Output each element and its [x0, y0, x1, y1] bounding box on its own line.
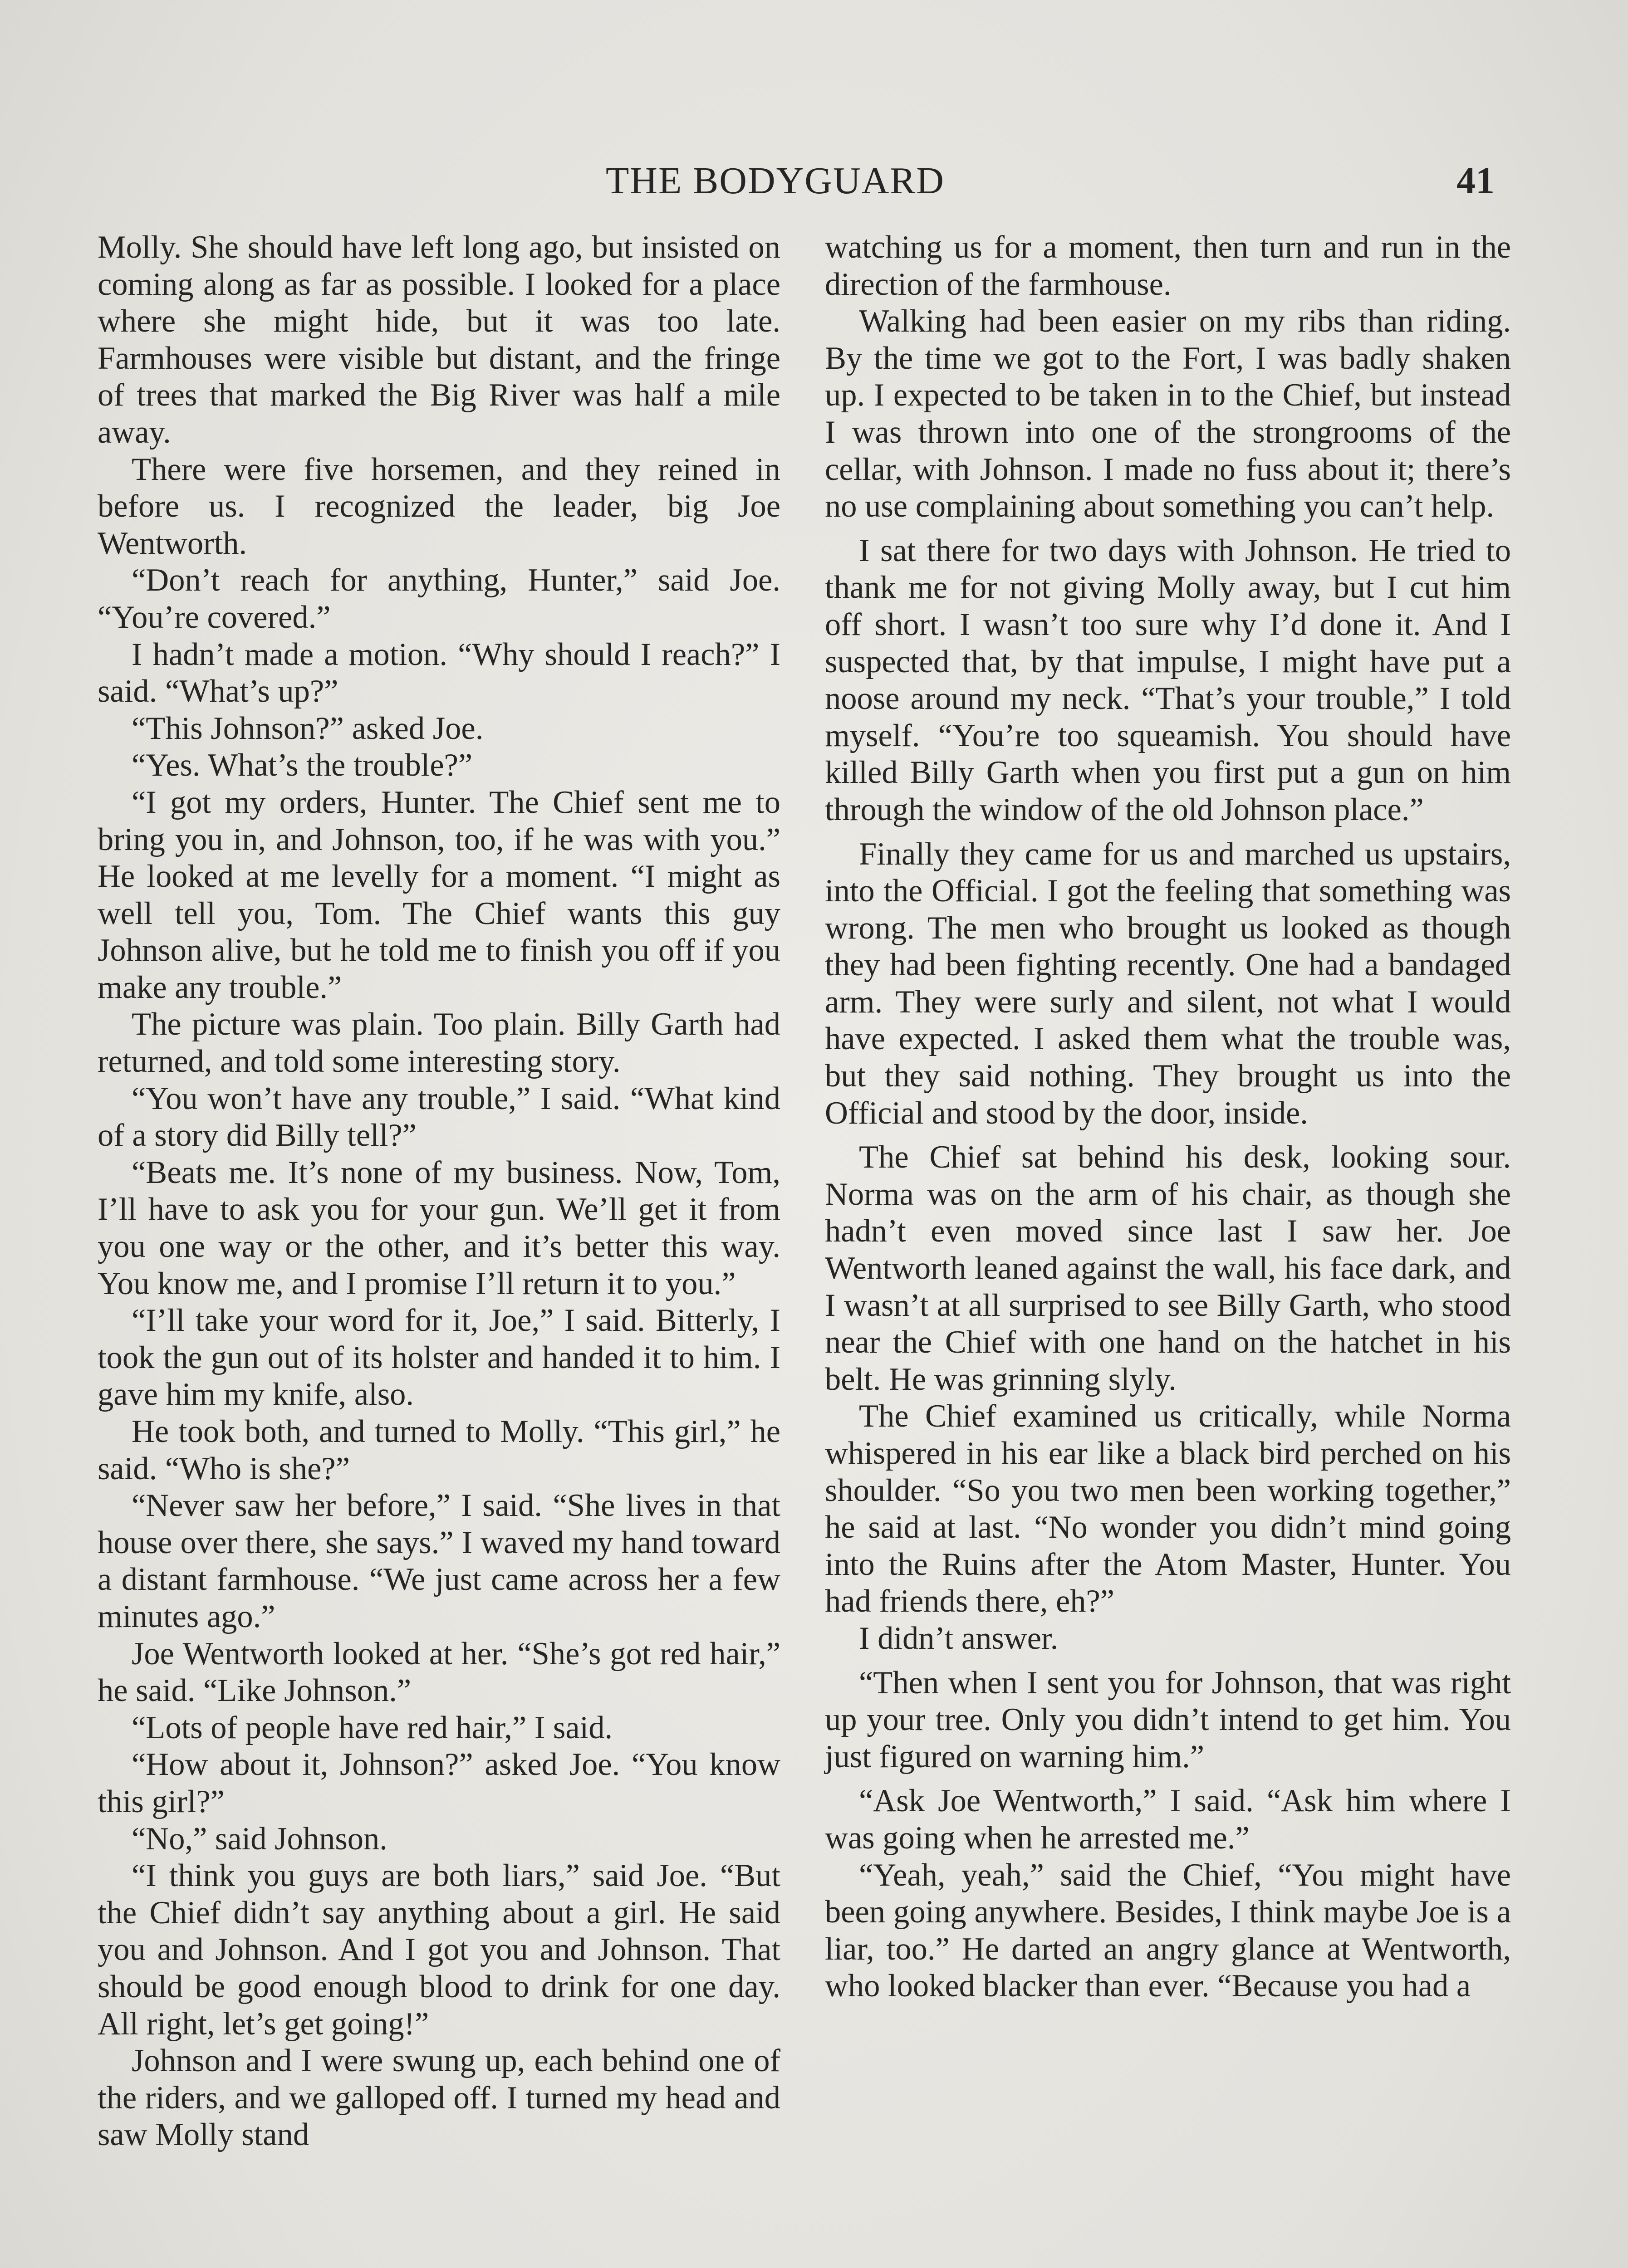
paragraph: watching us for a moment, then turn and run in the direction of the farmhouse.	[825, 230, 1511, 302]
paragraph: Johnson and I were swung up, each behind one of the riders, and we galloped off. I turned my head and saw Molly stand	[98, 2043, 780, 2153]
paragraph: Molly. She should have left long ago, but insisted on coming along as far as possible. I looked for a place where she might hide, but it was too late. Farmhouses were visible but distant, and the fringe of trees that marked the Big River was half a mile away.	[98, 230, 780, 450]
paragraph: The picture was plain. Too plain. Billy Garth had returned, and told some interesting story.	[98, 1007, 780, 1080]
paragraph: “How about it, Johnson?” asked Joe. “You know this girl?”	[98, 1747, 780, 1819]
page-header	[0, 159, 1628, 213]
paragraph: “Yes. What’s the trouble?”	[132, 748, 473, 783]
paragraph: “Beats me. It’s none of my business. Now, Tom, I’ll have to ask you for your gun. We’ll get it from you one way or the other, and it’s better this way. You know me, and I promise I’ll return it to you.”	[98, 1154, 780, 1301]
paragraph: “Don’t reach for anything, Hunter,” said Joe. “You’re covered.”	[98, 562, 780, 635]
paragraph: “Lots of people have red hair,” I said.	[132, 1710, 613, 1745]
paragraph: “Never saw her before,” I said. “She lives in that house over there, she says.” I waved my hand toward a distant farmhouse. “We just came across her a few minutes ago.”	[98, 1488, 780, 1634]
paragraph: “Yeah, yeah,” said the Chief, “You might have been going anywhere. Besides, I think maybe Joe is a liar, too.” He darted an angry glance at Wentworth, who looked blacker than ever. “Because you had a	[825, 1857, 1511, 2004]
paragraph: I hadn’t made a motion. “Why should I reach?” I said. “What’s up?”	[98, 636, 780, 709]
right-column	[825, 229, 1511, 2005]
paragraph: “I’ll take your word for it, Joe,” I said. Bitterly, I took the gun out of its holster and handed it to him. I gave him my knife, also.	[98, 1303, 780, 1413]
paragraph: “This Johnson?” asked Joe.	[132, 710, 484, 746]
paragraph: There were five horsemen, and they reined in before us. I recognized the leader, big Joe Wentworth.	[98, 451, 780, 561]
paragraph: He took both, and turned to Molly. “This girl,” he said. “Who is she?”	[98, 1414, 780, 1486]
paragraph: I didn’t answer.	[859, 1620, 1059, 1656]
paragraph: “I got my orders, Hunter. The Chief sent me to bring you in, and Johnson, too, if he was with you.” He looked at me levelly for a moment. “I might as well tell you, Tom. The Chief wants this guy Johnson alive, but he told me to finish you off if you make any trouble.”	[98, 784, 780, 1005]
paragraph: “No,” said Johnson.	[132, 1821, 387, 1857]
running-title: THE BODYGUARD	[606, 160, 945, 202]
paragraph: “You won’t have any trouble,” I said. “What kind of a story did Billy tell?”	[98, 1080, 780, 1154]
paragraph: “Then when I sent you for Johnson, that was right up your tree. Only you didn’t intend to get him. You just figured on warning him.”	[825, 1665, 1511, 1774]
paragraph: Finally they came for us and marched us upstairs, into the Official. I got the feeling that something was wrong. The men who brought us looked as though they had been fighting recently. One had a bandaged arm. They were surly and silent, not what I would have expected. I asked them what the trouble was, but they said nothing. They brought us into the Official and stood by the door, inside.	[825, 836, 1511, 1131]
paragraph: “Ask Joe Wentworth,” I said. “Ask him where I was going when he arrested me.”	[825, 1783, 1511, 1856]
paragraph: I sat there for two days with Johnson. He tried to thank me for not giving Molly away, but I cut him off short. I wasn’t too sure why I’d done it. And I suspected that, by that impulse, I might have put a noose around my neck. “That’s your trouble,” I told myself. “You’re too squeamish. You should have killed Billy Garth when you first put a gun on him through the window of the old Johnson place.”	[825, 533, 1511, 827]
page-number: 41	[1456, 160, 1495, 202]
paragraph: Joe Wentworth looked at her. “She’s got red hair,” he said. “Like Johnson.”	[98, 1636, 780, 1709]
paragraph: The Chief sat behind his desk, looking sour. Norma was on the arm of his chair, as though she hadn’t even moved since last I saw her. Joe Wentworth leaned against the wall, his face dark, and I wasn’t at all surprised to see Billy Garth, who stood near the Chief with one hand on the hatchet in his belt. He was grinning slyly.	[825, 1139, 1511, 1397]
paragraph: “I think you guys are both liars,” said Joe. “But the Chief didn’t say anything about a girl. He said you and Johnson. And I got you and Johnson. That should be good enough blood to drink for one day. All right, let’s get going!”	[98, 1858, 780, 2042]
paragraph: Walking had been easier on my ribs than riding. By the time we got to the Fort, I was badly shaken up. I expected to be taken in to the Chief, but instead I was thrown into one of the strongrooms of the cellar, with Johnson. I made no fuss about it; there’s no use complaining about something you can’t help.	[825, 303, 1511, 524]
paragraph: The Chief examined us critically, while Norma whispered in his ear like a black bird perched on his shoulder. “So you two men been working together,” he said at last. “No wonder you didn’t mind going into the Ruins after the Atom Master, Hunter. You had friends there, eh?”	[825, 1398, 1511, 1619]
left-column	[98, 229, 780, 2154]
